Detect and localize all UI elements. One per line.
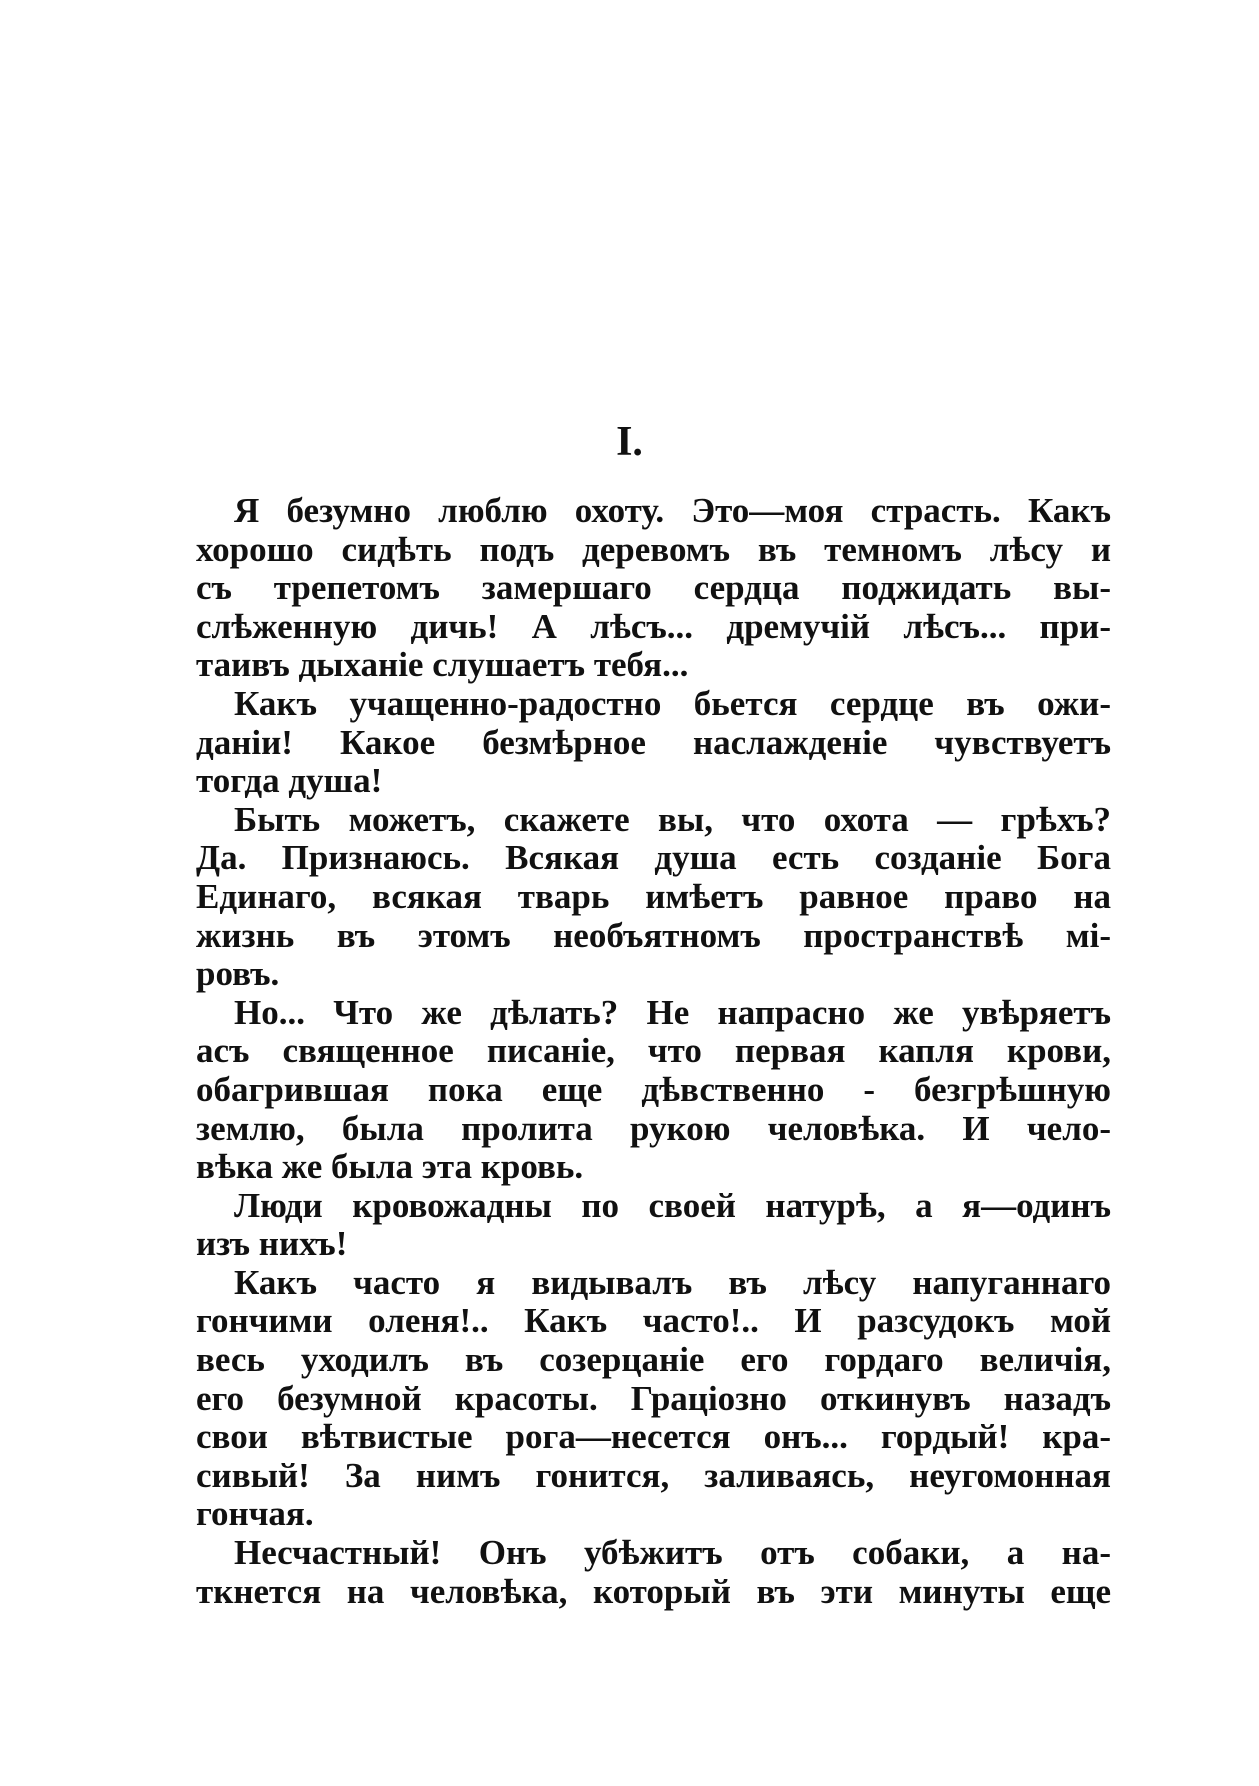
chapter-heading: I.: [616, 419, 643, 465]
text-line: хорошо сидѣть подъ деревомъ въ темномъ лѣсу и: [196, 529, 1111, 569]
text-line: Единаго, всякая тварь имѣетъ равное право на: [196, 876, 1111, 916]
text-line: свои вѣтвистые рога—несется онъ... гордый! кра-: [196, 1417, 1111, 1457]
text-line: жизнь въ этомъ необъятномъ пространствѣ мі-: [196, 915, 1111, 955]
text-line: таивъ дыханіе слушаетъ тебя...: [196, 645, 689, 685]
text-line: Люди кровожадны по своей натурѣ, а я—одинъ: [234, 1185, 1111, 1225]
text-block: [196, 492, 1111, 1611]
text-line: съ трепетомъ замершаго сердца поджидать вы-: [196, 568, 1111, 608]
text-line: гончими оленя!.. Какъ часто!.. И разсудокъ мой: [196, 1301, 1111, 1341]
text-line: его безумной красоты. Граціозно откинувъ назадъ: [196, 1378, 1111, 1418]
text-line: Я безумно люблю охоту. Это—моя страсть. Какъ: [234, 491, 1111, 530]
text-line: ткнется на человѣка, который въ эти минуты еще: [196, 1571, 1111, 1611]
text-line: обагрившая пока еще дѣвственно - безгрѣшную: [196, 1069, 1111, 1109]
text-line: тогда душа!: [196, 761, 383, 801]
text-line: Но... Что же дѣлать? Не напрасно же увѣряетъ: [234, 992, 1111, 1032]
text-line: изъ нихъ!: [196, 1224, 348, 1264]
text-line: сивый! За нимъ гонится, заливаясь, неугомонная: [196, 1455, 1111, 1495]
text-line: даніи! Какое безмѣрное наслажденіе чувствуетъ: [196, 722, 1111, 762]
text-line: асъ священное писаніе, что первая капля крови,: [196, 1031, 1111, 1071]
text-line: Быть можетъ, скажете вы, что охота — грѣхъ?: [234, 799, 1111, 839]
text-line: Несчастный! Онъ убѣжитъ отъ собаки, а на-: [234, 1533, 1111, 1573]
text-line: слѣженную дичь! А лѣсъ... дремучій лѣсъ... при-: [196, 606, 1111, 646]
text-line: гончая.: [196, 1494, 314, 1534]
text-line: землю, была пролита рукою человѣка. И чело-: [196, 1108, 1111, 1148]
text-line: вѣка же была эта кровь.: [196, 1147, 584, 1187]
text-line: весь уходилъ въ созерцаніе его гордаго величія,: [196, 1340, 1111, 1380]
text-line: Да. Признаюсь. Всякая душа есть созданіе Бога: [196, 838, 1111, 878]
text-line: Какъ учащенно-радостно бьется сердце въ ожи-: [234, 683, 1111, 723]
text-line: Какъ часто я видывалъ въ лѣсу напуганнаго: [234, 1262, 1111, 1302]
text-line: ровъ.: [196, 954, 280, 994]
